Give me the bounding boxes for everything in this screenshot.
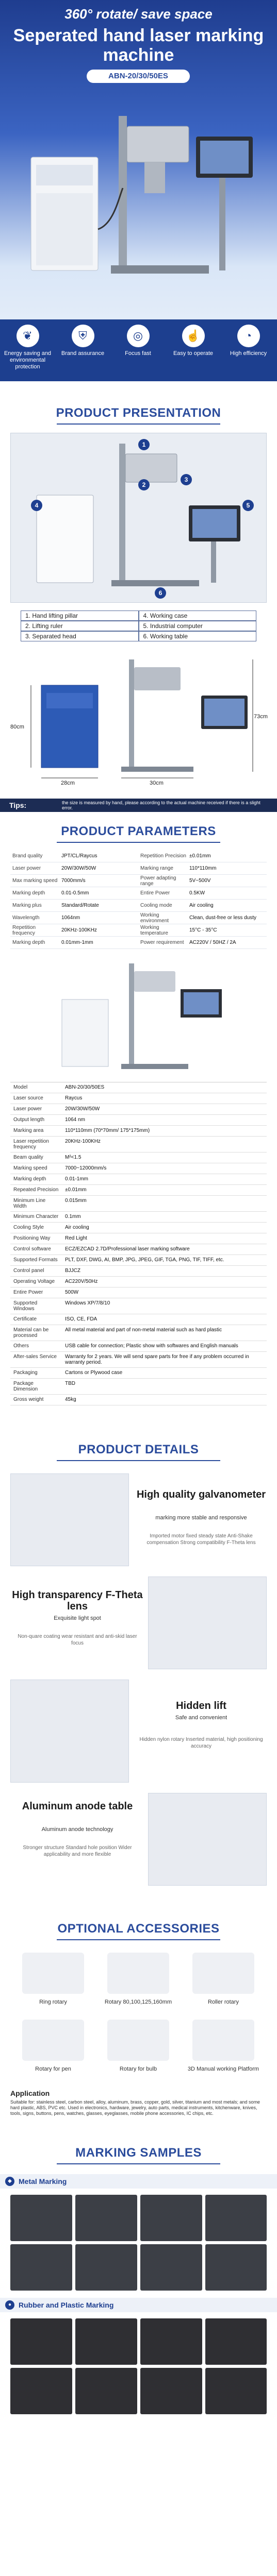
spec-value: 0.015mm [65, 1198, 87, 1204]
hero-machine-image [21, 95, 258, 317]
hand-icon: ☝ [182, 325, 205, 347]
spec-table [10, 1082, 267, 1405]
section-divider [57, 2163, 220, 2164]
callout-badge: 4 [31, 500, 42, 511]
dim-width-1: 28cm [61, 780, 75, 786]
sample-image [75, 2318, 137, 2365]
spec-row [10, 1266, 267, 1277]
param-row [10, 912, 267, 924]
section-divider [57, 842, 220, 843]
spec-row [10, 1287, 267, 1298]
param-value: 15°C - 35°C [189, 927, 217, 933]
spec-key: Marking area [13, 1128, 44, 1133]
sample-image [75, 2244, 137, 2291]
param-label: Marking range [140, 866, 173, 871]
target-icon: ◎ [127, 325, 150, 347]
spec-key: Marking depth [13, 1176, 46, 1182]
rotary-image [107, 1953, 169, 1994]
param-label: Marking depth [12, 890, 45, 896]
param-label: Cooling mode [140, 903, 172, 908]
details-title: PRODUCT DETAILS [78, 1443, 199, 1456]
accessory-label: Roller rotary [208, 1999, 239, 2005]
spec-value: 7000~12000mm/s [65, 1165, 107, 1171]
spec-row [10, 1255, 267, 1266]
spec-key: Output length [13, 1117, 45, 1123]
spec-key: Certificate [13, 1316, 37, 1322]
spec-row [10, 1163, 267, 1174]
spec-row [10, 1115, 267, 1126]
sample-image [140, 2318, 202, 2365]
sample-image [75, 2195, 137, 2241]
sample-image [75, 2368, 137, 2414]
param-row [10, 887, 267, 900]
detail-note: Non-quare coating wear resistant and anti-skid laser focus [18, 1634, 137, 1646]
sample-group-header: ◆ Metal Marking [0, 2174, 277, 2189]
spec-row [10, 1368, 267, 1379]
spec-value: ABN-20/30/50ES [65, 1084, 105, 1090]
spec-value: TBD [65, 1381, 75, 1386]
callout-badge: 6 [155, 587, 166, 599]
spec-value: AC220V/50Hz [65, 1279, 98, 1284]
accessory-label: 3D Manual working Platform [187, 2066, 259, 2072]
bulb-rotary-image [107, 2020, 169, 2061]
feature-item: ⛨ Brand assurance [55, 319, 110, 357]
param-label: Brand quality [12, 853, 43, 859]
spec-key: Laser source [13, 1095, 43, 1101]
sample-image [10, 2318, 72, 2365]
spec-row [10, 1104, 267, 1115]
spec-value: Red Light [65, 1235, 87, 1241]
application-title: Application [10, 2089, 50, 2097]
spec-row [10, 1395, 267, 1405]
spec-row [10, 1298, 267, 1314]
spec-value: Raycus [65, 1095, 83, 1101]
leaf-icon: ❦ [17, 325, 39, 347]
spec-row [10, 1093, 267, 1104]
param-label: Marking depth [12, 940, 45, 945]
dim-width-2: 30cm [150, 780, 164, 786]
spec-key: Material can be processed [13, 1327, 49, 1338]
callout-badge: 2 [138, 479, 150, 490]
spec-key: After-sales Service [13, 1354, 57, 1360]
spec-row [10, 1244, 267, 1255]
spec-key: Others [13, 1343, 29, 1349]
spec-key: Minimum Line Width [13, 1198, 46, 1209]
param-value: 0.5KW [189, 890, 205, 896]
spec-value: 110*110mm (70*70mm/ 175*175mm) [65, 1128, 150, 1133]
section-divider [57, 1939, 220, 1940]
param-label: Repetition frequency [12, 924, 36, 936]
spec-key: Beam quality [13, 1155, 43, 1160]
spec-row [10, 1277, 267, 1287]
callout-badge: 1 [138, 439, 150, 450]
tips-label: Tips: [9, 801, 27, 809]
spec-row [10, 1314, 267, 1325]
sample-image [205, 2195, 267, 2241]
sample-group-header: ● Rubber and Plastic Marking [0, 2298, 277, 2312]
detail-subtitle: Safe and convenient [175, 1715, 227, 1721]
spec-row [10, 1352, 267, 1368]
metal-icon: ◆ [5, 2177, 14, 2186]
sample-image [205, 2318, 267, 2365]
spec-key: Packaging [13, 1370, 38, 1376]
feature-item: ❦ Energy saving and environmental protection [0, 319, 55, 370]
param-grid [10, 850, 267, 953]
param-value: 7000mm/s [61, 878, 86, 884]
ring-rotary-image [22, 1953, 84, 1994]
spec-key: Laser repetition frequency [13, 1139, 49, 1150]
detail-subtitle: Exquisite light spot [54, 1615, 101, 1621]
param-row [10, 862, 267, 875]
spec-key: Operating Voltage [13, 1279, 55, 1284]
feature-item: ◎ Focus fast [110, 319, 166, 357]
accessory-label: Rotary for pen [35, 2066, 71, 2072]
param-machine-image [52, 958, 225, 1072]
spec-value: USB cable for connection; Plastic show with softwares and English manuals [65, 1343, 238, 1349]
spec-value: Air cooling [65, 1225, 89, 1230]
spec-key: Entire Power [13, 1290, 43, 1295]
feature-item: ◔ High efficiency [221, 319, 276, 357]
sample-image [205, 2368, 267, 2414]
spec-value: ±0.01mm [65, 1187, 87, 1193]
presentation-machine-image [10, 433, 267, 603]
parts-list [21, 611, 256, 641]
tips-text: the size is measured by hand, please according to the actual machine received if there is a slight error. [62, 800, 260, 810]
spec-value: Windows XP/7/8/10 [65, 1300, 110, 1306]
spec-value: ECZ/EZCAD 2.7D/Professional laser marking software [65, 1246, 190, 1252]
param-value: AC220V / 50HZ / 2A [189, 940, 236, 945]
spec-key: Supported Formats [13, 1257, 58, 1263]
spec-row [10, 1196, 267, 1212]
sample-image [140, 2368, 202, 2414]
param-label: Working environment [140, 912, 169, 924]
dim-depth: 80cm [10, 724, 24, 730]
spec-row [10, 1212, 267, 1223]
detail-note: Hidden nylon rotary Inserted material, high positioning accuracy [139, 1737, 263, 1749]
spec-row [10, 1137, 267, 1153]
detail-title: High transparency F-Theta lens [12, 1589, 143, 1612]
dimension-drawing [10, 654, 267, 793]
param-label: Power adapting range [140, 875, 176, 887]
parts-row: 1. Hand lifting pillar 4. Working case [21, 611, 256, 621]
param-label: Marking plus [12, 903, 42, 908]
spec-row [10, 1379, 267, 1395]
sample-image [10, 2244, 72, 2291]
param-label: Working temperature [140, 924, 168, 936]
param-value: Air cooling [189, 903, 214, 908]
spec-row [10, 1341, 267, 1352]
detail-note: Imported motor fixed steady state Anti-Shake compensation Strong compatibility F-Theta lens [146, 1533, 256, 1546]
param-value: 20W/30W/50W [61, 866, 96, 871]
sample-image [10, 2368, 72, 2414]
table-image [148, 1793, 267, 1886]
feature-item: ☝ Easy to operate [166, 319, 221, 357]
3d-platform-image [192, 2020, 254, 2061]
spec-key: Package Dimension [13, 1381, 38, 1392]
sample-image [205, 2244, 267, 2291]
samples-title: MARKING SAMPLES [75, 2146, 202, 2160]
detail-subtitle: Aluminum anode technology [41, 1826, 113, 1833]
param-value: Standard/Rotate [61, 903, 99, 908]
spec-value: BJJCZ [65, 1268, 80, 1274]
spec-value: 500W [65, 1290, 79, 1295]
section-divider [57, 1460, 220, 1461]
callout-badge: 3 [181, 474, 192, 485]
spec-key: Minimum Character [13, 1214, 59, 1219]
param-row [10, 937, 267, 949]
dim-height: 73cm [254, 714, 268, 720]
parts-row: 3. Separated head 6. Working table [21, 631, 256, 641]
param-value: 110*110mm [189, 866, 217, 871]
spec-value: 20KHz-100KHz [65, 1139, 101, 1144]
param-label: Power requirement [140, 940, 184, 945]
spec-key: Supported Windows [13, 1300, 38, 1312]
rubber-icon: ● [5, 2300, 14, 2310]
spec-value: 20W/30W/50W [65, 1106, 100, 1112]
spec-key: Control panel [13, 1268, 44, 1274]
spec-key: Control software [13, 1246, 51, 1252]
spec-value: PLT, DXF, DWG, AI, BMP, JPG, JPEG, GIF, TGA, PNG, TIF, TIFF, etc. [65, 1257, 224, 1263]
spec-value: 1064 nm [65, 1117, 85, 1123]
parameters-title: PRODUCT PARAMETERS [61, 824, 216, 838]
accessory-label: Rotary 80,100,125,160mm [104, 1999, 172, 2005]
spec-row [10, 1325, 267, 1341]
spec-key: Positioning Way [13, 1235, 51, 1241]
spec-key: Model [13, 1084, 28, 1090]
accessories-title: OPTIONAL ACCESSORIES [57, 1922, 220, 1936]
spec-row [10, 1082, 267, 1093]
spec-value: 0.1mm [65, 1214, 81, 1219]
param-label: Laser power [12, 866, 41, 871]
sample-image [140, 2244, 202, 2291]
param-value: 5V~500V [189, 878, 211, 884]
hero-title: Seperated hand laser marking machine [13, 26, 264, 65]
param-label: Repetition Precision [140, 853, 186, 859]
accessory-label: Rotary for bulb [119, 2066, 157, 2072]
detail-title: High quality galvanometer [136, 1489, 266, 1500]
sample-image [140, 2195, 202, 2241]
spec-key: Gross weight [13, 1397, 44, 1402]
lens-image [148, 1577, 267, 1669]
accessory-label: Ring rotary [39, 1999, 67, 2005]
spec-row [10, 1233, 267, 1244]
param-row [10, 924, 267, 937]
parts-row: 2. Lifting ruler 5. Industrial computer [21, 621, 256, 631]
callout-badge: 5 [242, 500, 254, 511]
spec-value: 0.01-1mm [65, 1176, 89, 1182]
param-value: 0.01-0.5mm [61, 890, 89, 896]
hero-model-badge: ABN-20/30/50ES [87, 70, 190, 83]
spec-row [10, 1126, 267, 1137]
spec-value: Cartons or Plywood case [65, 1370, 123, 1376]
param-value: JPT/CL/Raycus [61, 853, 97, 859]
application-text: Suitable for: stainless steel, carbon steel, alloy, aluminum, brass, copper, gold, silver, titanium and most metals; and some hard plastic, ABS, PVC etc. Used in electronics, hardware, jewelry, auto parts, medical instruments, kitchenware, knives, tools, signs, buttons, pens, watches, glasses, eyeglasses, mobile phone accessories, IC chips, etc. [10, 2099, 260, 2116]
galvanometer-image [10, 1473, 129, 1566]
spec-key: Repeated Precision [13, 1187, 59, 1193]
param-value: Clean, dust-free or less dusty [189, 915, 257, 921]
spec-key: Marking speed [13, 1165, 47, 1171]
spec-value: ISO, CE, FDA [65, 1316, 97, 1322]
spec-row [10, 1223, 267, 1233]
detail-subtitle: marking more stable and responsive [155, 1515, 247, 1521]
param-value: ±0.01mm [189, 853, 211, 859]
param-value: 20KHz-100KHz [61, 927, 97, 933]
detail-title: Aluminum anode table [22, 1801, 133, 1812]
sample-image [10, 2195, 72, 2241]
tips-bar [0, 799, 277, 812]
hero-tagline: 360° rotate/ save space [64, 6, 213, 22]
roller-rotary-image [192, 1953, 254, 1994]
param-value: 0.01mm-1mm [61, 940, 93, 945]
pen-rotary-image [22, 2020, 84, 2061]
param-label: Wavelength [12, 915, 40, 921]
param-label: Max marking speed [12, 878, 58, 884]
spec-value: 45kg [65, 1397, 76, 1402]
param-label: Entire Power [140, 890, 170, 896]
param-value: 1064nm [61, 915, 80, 921]
spec-key: Laser power [13, 1106, 42, 1112]
param-row [10, 850, 267, 862]
spec-value: All metal material and part of non-metal material such as hard plastic [65, 1327, 222, 1333]
shield-icon: ⛨ [72, 325, 94, 347]
spec-row [10, 1174, 267, 1185]
spec-value: Warranty for 2 years. We will send spare parts for free if any problem occurred in warranty period. [65, 1354, 249, 1365]
feature-strip [0, 319, 277, 381]
detail-note: Stronger structure Standard hole position Wider applicability and more flexible [23, 1845, 132, 1857]
presentation-title: PRODUCT PRESENTATION [56, 406, 221, 420]
param-row [10, 875, 267, 887]
spec-row [10, 1185, 267, 1196]
gauge-icon: ◔ [237, 325, 260, 347]
detail-title: Hidden lift [176, 1700, 226, 1711]
section-divider [57, 423, 220, 425]
spec-row [10, 1153, 267, 1163]
param-row [10, 900, 267, 912]
spec-value: M²<1.5 [65, 1155, 82, 1160]
spec-key: Cooling Style [13, 1225, 44, 1230]
lift-image [10, 1680, 129, 1783]
